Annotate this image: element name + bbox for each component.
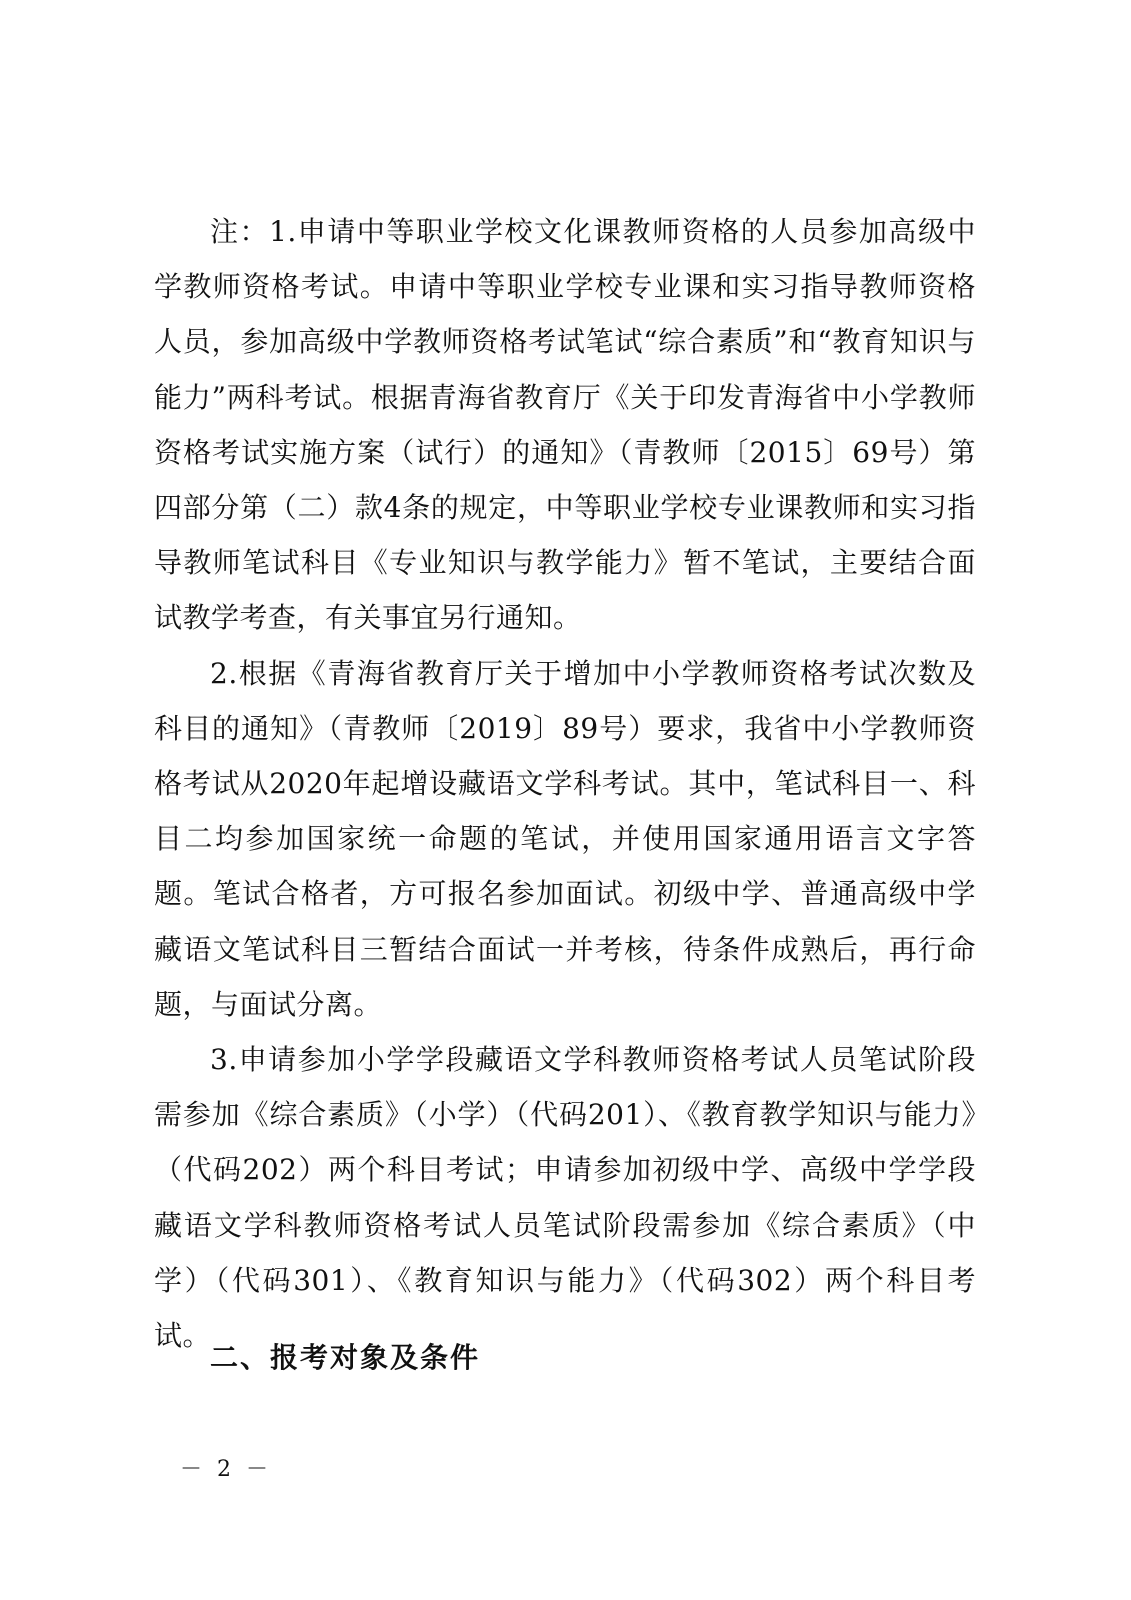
note-paragraph-3: 3.申请参加小学学段藏语文学科教师资格考试人员笔试阶段需参加《综合素质》（小学）（代码201）、《教育教学知识与能力》（代码202）两个科目考试；申请参加初级中学、高级中学学段藏语文学科教师资格考试人员笔试阶段需参加《综合素质》（中学）（代码301）、《教育知识与能力》（代码302）两个科目考试。: [154, 1043, 976, 1353]
section-heading: 二、报考对象及条件: [210, 1341, 481, 1374]
note-paragraph-2: 2.根据《青海省教育厅关于增加中小学教师资格考试次数及科目的通知》（青教师〔2019〕89号）要求，我省中小学教师资格考试从2020年起增设藏语文学科考试。其中，笔试科目一、科目二均参加国家统一命题的笔试，并使用国家通用语言文字答题。笔试合格者，方可报名参加面试。初级中学、普通高级中学藏语文笔试科目三暂结合面试一并考核，待条件成熟后，再行命题，与面试分离。: [154, 656, 976, 1021]
document-body: [154, 204, 976, 1363]
page-number: － 2 －: [180, 1457, 272, 1482]
note-paragraph-1: 注：1.申请中等职业学校文化课教师资格的人员参加高级中学教师资格考试。申请中等职业学校专业课和实习指导教师资格人员，参加高级中学教师资格考试笔试“综合素质”和“教育知识与能力”两科考试。根据青海省教育厅《关于印发青海省中小学教师资格考试实施方案（试行）的通知》（青教师〔2015〕69号）第四部分第（二）款4条的规定，中等职业学校专业课教师和实习指导教师笔试科目《专业知识与教学能力》暂不笔试，主要结合面试教学考查，有关事宜另行通知。: [154, 215, 976, 635]
